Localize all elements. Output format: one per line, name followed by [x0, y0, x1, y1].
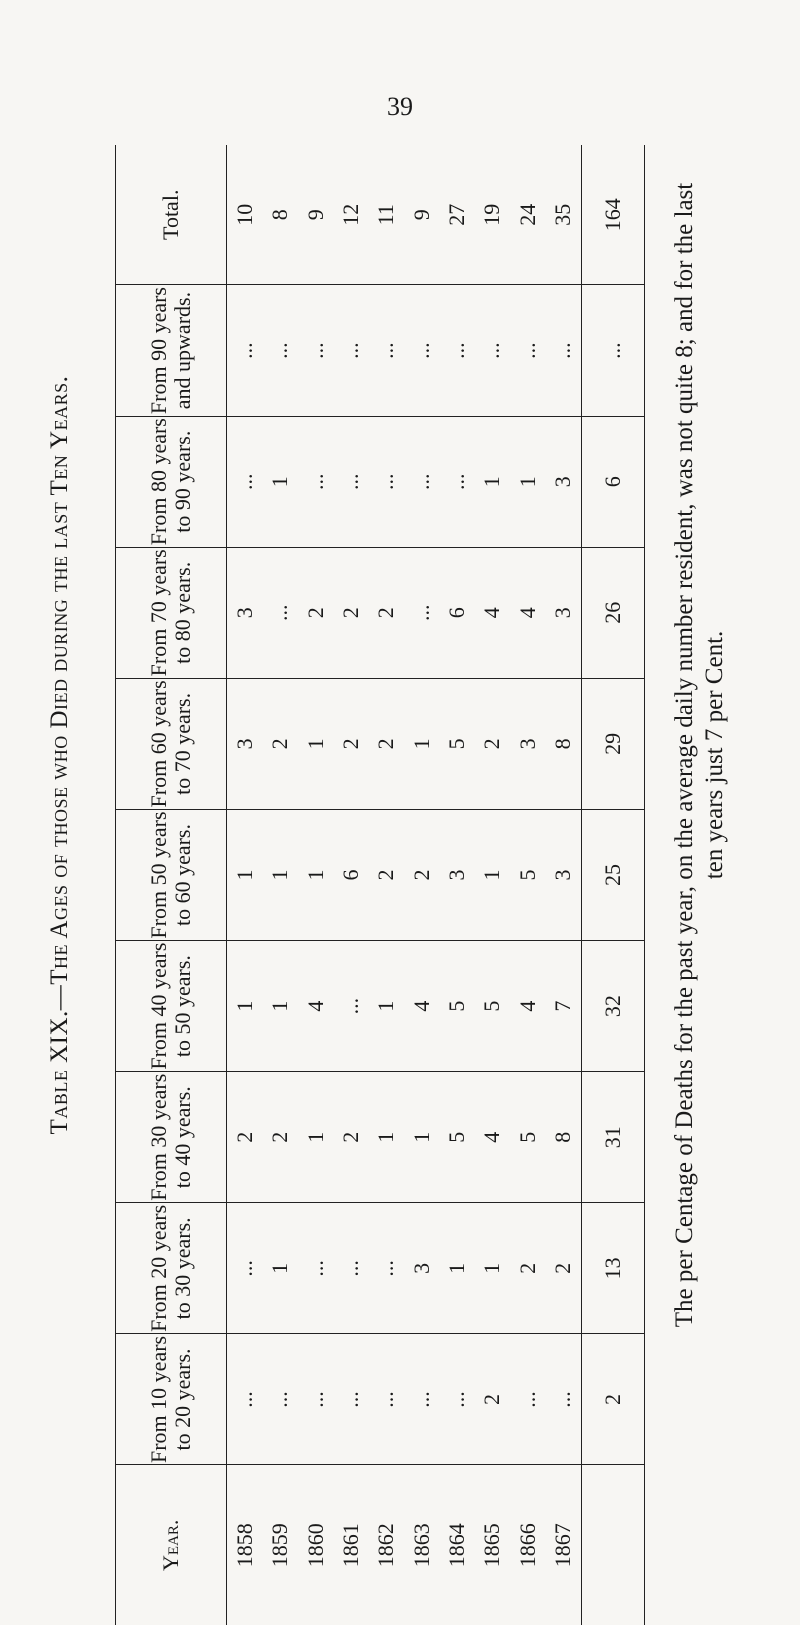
table-row [262, 145, 297, 1625]
header-row [116, 145, 227, 1625]
cell: ... [298, 285, 333, 416]
cell: ... [333, 1203, 368, 1334]
table-frame [115, 145, 645, 1625]
table-row [546, 145, 582, 1625]
cell: 11 [369, 145, 404, 285]
cell: 4 [475, 1072, 510, 1203]
cell: 3 [227, 547, 263, 678]
cell: 12 [333, 145, 368, 285]
cell: ... [298, 1203, 333, 1334]
cell: 7 [546, 941, 582, 1072]
header-60-70: From 60 years to 70 years. [116, 678, 227, 809]
cell: 1865 [479, 1523, 505, 1568]
cell: 4 [475, 547, 510, 678]
page-number: 39 [387, 92, 413, 121]
cell: ... [262, 1334, 297, 1465]
cell: 2 [475, 678, 510, 809]
total-cell: 31 [582, 1072, 645, 1203]
cell: 1 [475, 1203, 510, 1334]
cell: 1864 [444, 1523, 470, 1568]
cell: 1 [510, 416, 545, 547]
cell: ... [333, 285, 368, 416]
cell: 1 [298, 809, 333, 940]
cell: 3 [546, 416, 582, 547]
cell: ... [369, 1334, 404, 1465]
cell: 4 [510, 547, 545, 678]
total-cell [582, 1465, 645, 1625]
total-cell: 2 [582, 1334, 645, 1465]
cell: 2 [369, 678, 404, 809]
cell: ... [227, 416, 263, 547]
cell: ... [404, 416, 439, 547]
table-row [404, 145, 439, 1625]
cell: 1 [404, 1072, 439, 1203]
cell: 1 [262, 941, 297, 1072]
cell: 1 [439, 1203, 474, 1334]
header-70-80: From 70 years to 80 years. [116, 547, 227, 678]
total-cell: ... [582, 285, 645, 416]
cell: 1 [262, 416, 297, 547]
total-cell: 164 [582, 145, 645, 285]
header-50-60: From 50 years to 60 years. [116, 809, 227, 940]
header-40-50: From 40 years to 50 years. [116, 941, 227, 1072]
cell: 2 [475, 1334, 510, 1465]
cell: ... [510, 285, 545, 416]
cell: ... [369, 285, 404, 416]
table-title: Table XIX.—The Ages of those who Died during the last Ten Years. [46, 375, 73, 1135]
cell: ... [404, 547, 439, 678]
cell: ... [227, 1203, 263, 1334]
table-row [369, 145, 404, 1625]
cell: 6 [439, 547, 474, 678]
cell: 2 [298, 547, 333, 678]
cell: 1 [369, 941, 404, 1072]
cell: 2 [262, 1072, 297, 1203]
cell: 1 [262, 1203, 297, 1334]
cell: 1 [475, 809, 510, 940]
cell: 5 [439, 941, 474, 1072]
cell: 2 [262, 678, 297, 809]
cell: ... [333, 416, 368, 547]
header-year: Year. [116, 1465, 227, 1625]
cell: 2 [333, 1072, 368, 1203]
cell: 8 [262, 145, 297, 285]
cell: 1862 [373, 1523, 399, 1568]
cell: ... [227, 1334, 263, 1465]
cell: 19 [475, 145, 510, 285]
cell: 2 [404, 809, 439, 940]
cell: ... [333, 941, 368, 1072]
footnote-line-2: ten years just 7 per Cent. [701, 630, 728, 880]
cell: 3 [227, 678, 263, 809]
cell: ... [262, 285, 297, 416]
cell: 1 [369, 1072, 404, 1203]
cell: 2 [369, 547, 404, 678]
cell: ... [439, 416, 474, 547]
cell: 3 [546, 809, 582, 940]
cell: ... [227, 285, 263, 416]
cell: 1859 [267, 1523, 293, 1568]
cell: 1860 [302, 1523, 328, 1568]
cell: 3 [439, 809, 474, 940]
footnote [670, 105, 730, 1405]
cell: 1 [298, 678, 333, 809]
cell: 1858 [231, 1523, 257, 1568]
cell: ... [262, 547, 297, 678]
cell: 4 [298, 941, 333, 1072]
cell: 2 [369, 809, 404, 940]
table-row [510, 145, 545, 1625]
total-cell: 13 [582, 1203, 645, 1334]
cell: 3 [404, 1203, 439, 1334]
cell: ... [510, 1334, 545, 1465]
cell: 9 [298, 145, 333, 285]
cell: 2 [333, 547, 368, 678]
cell: 2 [227, 1072, 263, 1203]
cell: ... [404, 1334, 439, 1465]
table-row [298, 145, 333, 1625]
cell: 2 [546, 1203, 582, 1334]
cell: 3 [510, 678, 545, 809]
table-row [333, 145, 368, 1625]
cell: ... [369, 1203, 404, 1334]
cell: 35 [546, 145, 582, 285]
header-80-90: From 80 years to 90 years. [116, 416, 227, 547]
cell: 4 [510, 941, 545, 1072]
cell: 2 [510, 1203, 545, 1334]
cell: 27 [439, 145, 474, 285]
cell: 1 [227, 941, 263, 1072]
cell: ... [439, 285, 474, 416]
cell: 6 [333, 809, 368, 940]
cell: 5 [510, 1072, 545, 1203]
header-20-30: From 20 years to 30 years. [116, 1203, 227, 1334]
cell: ... [546, 285, 582, 416]
cell: 24 [510, 145, 545, 285]
header-10-20: From 10 years to 20 years. [116, 1334, 227, 1465]
cell: 4 [404, 941, 439, 1072]
cell: 1863 [408, 1523, 434, 1568]
cell: 3 [546, 547, 582, 678]
cell: 5 [475, 941, 510, 1072]
header-90-up: From 90 years and upwards. [116, 285, 227, 416]
cell: ... [298, 1334, 333, 1465]
cell: ... [298, 416, 333, 547]
total-cell: 25 [582, 809, 645, 940]
table-row [439, 145, 474, 1625]
cell: 1 [262, 809, 297, 940]
cell: 5 [510, 809, 545, 940]
cell: 1 [475, 416, 510, 547]
cell: 1861 [337, 1523, 363, 1568]
totals-row [582, 145, 645, 1625]
total-cell: 32 [582, 941, 645, 1072]
header-30-40: From 30 years to 40 years. [116, 1072, 227, 1203]
total-cell: 26 [582, 547, 645, 678]
cell: 8 [546, 678, 582, 809]
cell: ... [439, 1334, 474, 1465]
deaths-by-age-table [115, 145, 645, 1625]
cell: ... [475, 285, 510, 416]
cell: 5 [439, 678, 474, 809]
cell: 2 [333, 678, 368, 809]
table-row [475, 145, 510, 1625]
cell: ... [333, 1334, 368, 1465]
cell: 8 [546, 1072, 582, 1203]
header-total: Total. [116, 145, 227, 285]
total-cell: 29 [582, 678, 645, 809]
table-row [227, 145, 263, 1625]
cell: 1 [227, 809, 263, 940]
cell: 1 [404, 678, 439, 809]
footnote-line-1: The per Centage of Deaths for the past year, on the average daily number resident, was not quite 8; and for the last [671, 182, 698, 1328]
cell: 9 [404, 145, 439, 285]
cell: 1 [298, 1072, 333, 1203]
table-rotated [115, 145, 645, 1625]
total-cell: 6 [582, 416, 645, 547]
cell: 1866 [514, 1523, 540, 1568]
cell: 10 [227, 145, 263, 285]
cell: ... [369, 416, 404, 547]
cell: ... [546, 1334, 582, 1465]
cell: ... [404, 285, 439, 416]
cell: 5 [439, 1072, 474, 1203]
cell: 1867 [550, 1523, 576, 1568]
